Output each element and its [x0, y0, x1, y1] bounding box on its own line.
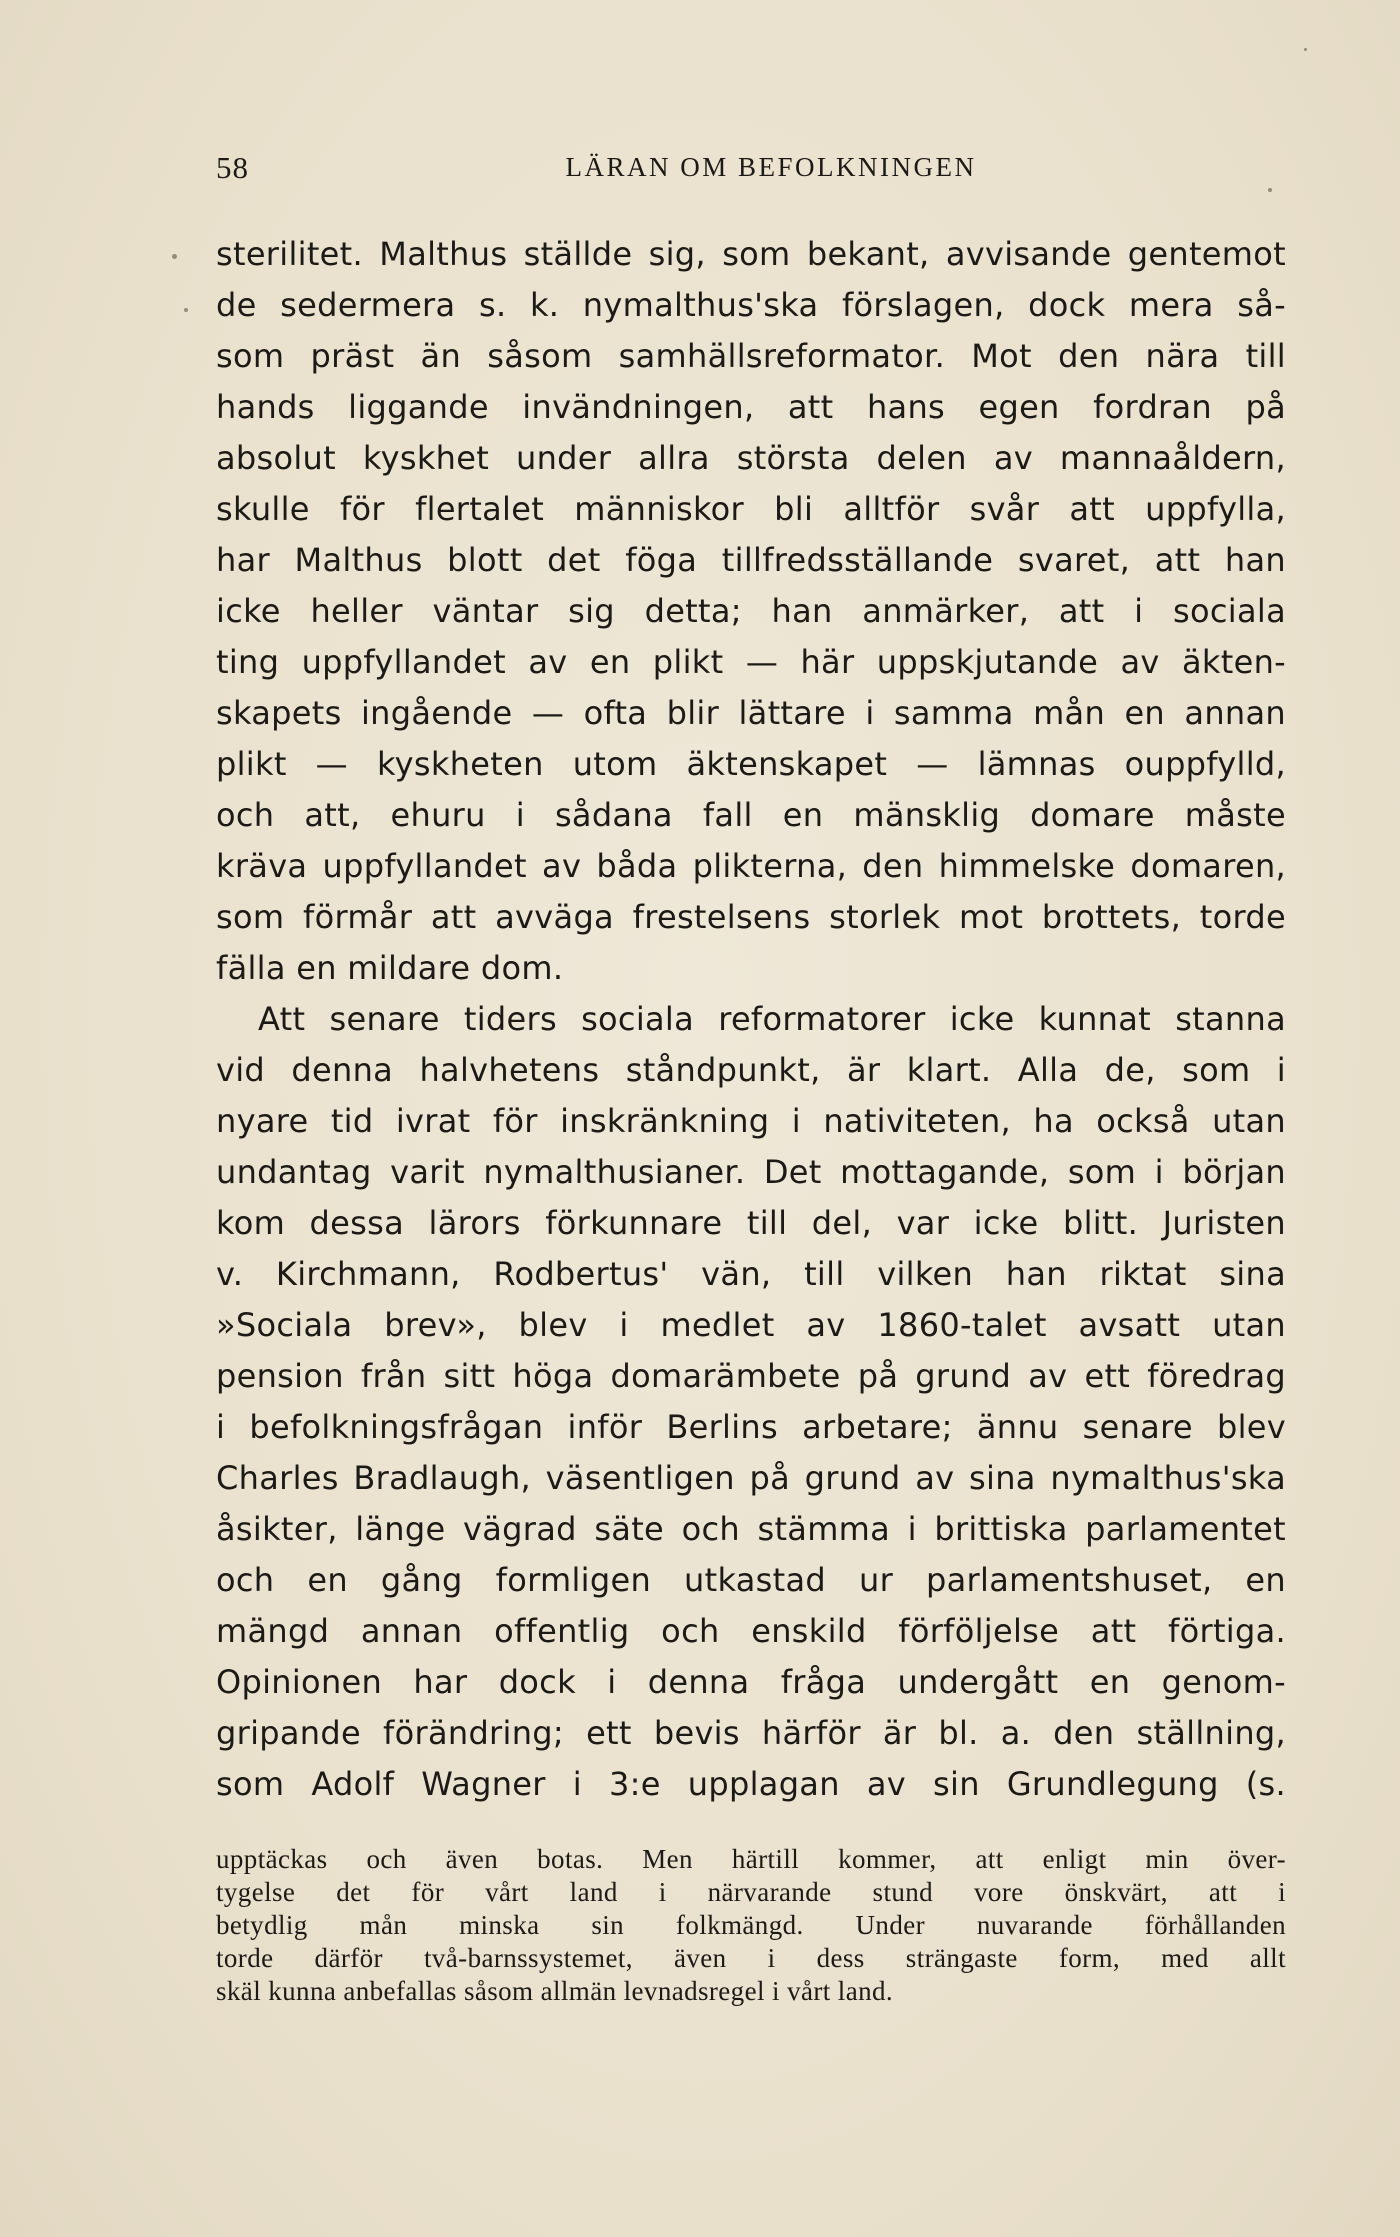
text-line: vid denna halvhetens ståndpunkt, är klart. Alla de, som i	[216, 1051, 1286, 1089]
footnote-line: betydlig mån minska sin folkmängd. Under nuvarande förhållanden	[216, 1910, 1286, 1940]
text-line: hands liggande invändningen, att hans egen fordran på	[216, 388, 1286, 426]
text-line: icke heller väntar sig detta; han anmärker, att i sociala	[216, 592, 1286, 630]
text-line: gripande förändring; ett bevis härför är bl. a. den ställning,	[216, 1714, 1286, 1752]
paper-speck	[1268, 188, 1272, 192]
text-line: i befolkningsfrågan inför Berlins arbetare; ännu senare blev	[216, 1408, 1286, 1446]
body-text	[216, 229, 1286, 1810]
text-line: fälla en mildare dom.	[216, 949, 564, 987]
text-line: som Adolf Wagner i 3:e upplagan av sin Grundlegung (s.	[216, 1765, 1286, 1803]
footnote-line: tygelse det för vårt land i närvarande stund vore önskvärt, att i	[216, 1877, 1286, 1907]
text-line: Charles Bradlaugh, väsentligen på grund av sina nymalthus'ska	[216, 1459, 1286, 1497]
paper-speck	[172, 254, 177, 259]
text-line: har Malthus blott det föga tillfredsställande svaret, att han	[216, 541, 1286, 579]
footnote-line: upptäckas och även botas. Men härtill kommer, att enligt min över-	[216, 1844, 1286, 1874]
text-line: mängd annan offentlig och enskild förföljelse att förtiga.	[216, 1612, 1286, 1650]
text-line: skapets ingående — ofta blir lättare i samma mån en annan	[216, 694, 1286, 732]
text-line: åsikter, länge vägrad säte och stämma i brittiska parlamentet	[216, 1510, 1286, 1548]
text-line: pension från sitt höga domarämbete på grund av ett föredrag	[216, 1357, 1286, 1395]
page-header	[216, 150, 1286, 198]
text-line: Opinionen har dock i denna fråga undergått en genom-	[216, 1663, 1286, 1701]
text-line: de sedermera s. k. nymalthus'ska förslagen, dock mera så-	[216, 286, 1286, 324]
text-line: som präst än såsom samhällsreformator. Mot den nära till	[216, 337, 1286, 375]
text-line: v. Kirchmann, Rodbertus' vän, till vilken han riktat sina	[216, 1255, 1286, 1293]
text-line: som förmår att avväga frestelsens storlek mot brottets, torde	[216, 898, 1286, 936]
footnote-line: skäl kunna anbefallas såsom allmän levnadsregel i vårt land.	[216, 1976, 894, 2006]
text-line: nyare tid ivrat för inskränkning i nativiteten, ha också utan	[216, 1102, 1286, 1140]
text-line: plikt — kyskheten utom äktenskapet — lämnas ouppfylld,	[216, 745, 1286, 783]
text-line: kom dessa lärors förkunnare till del, var icke blitt. Juristen	[216, 1204, 1286, 1242]
footnote-line: torde därför två-barnssystemet, även i dess strängaste form, med allt	[216, 1943, 1286, 1973]
footnote	[216, 1843, 1286, 2008]
text-line: kräva uppfyllandet av båda plikterna, den himmelske domaren,	[216, 847, 1286, 885]
paper-speck	[1304, 48, 1307, 51]
text-line: undantag varit nymalthusianer. Det mottagande, som i början	[216, 1153, 1286, 1191]
text-line: absolut kyskhet under allra största delen av mannaåldern,	[216, 439, 1286, 477]
text-line: sterilitet. Malthus ställde sig, som bekant, avvisande gentemot	[216, 235, 1286, 273]
text-line: ting uppfyllandet av en plikt — här uppskjutande av äkten-	[216, 643, 1286, 681]
text-line: skulle för flertalet människor bli alltför svår att uppfylla,	[216, 490, 1286, 528]
text-line: Att senare tiders sociala reformatorer icke kunnat stanna	[258, 1000, 1286, 1038]
page-number: 58	[216, 150, 249, 185]
running-title: LÄRAN OM BEFOLKNINGEN	[565, 152, 977, 182]
text-line: och en gång formligen utkastad ur parlamentshuset, en	[216, 1561, 1286, 1599]
text-line: »Sociala brev», blev i medlet av 1860-talet avsatt utan	[216, 1306, 1286, 1344]
text-line: och att, ehuru i sådana fall en mänsklig domare måste	[216, 796, 1286, 834]
paper-speck	[184, 308, 188, 312]
